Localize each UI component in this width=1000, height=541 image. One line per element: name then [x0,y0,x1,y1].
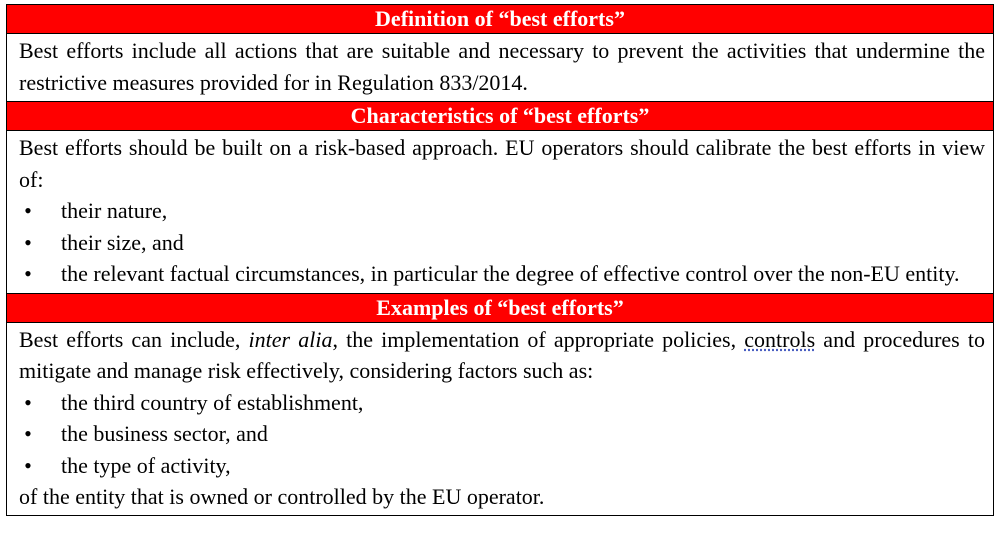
bullet-icon: • [24,389,32,415]
definition-header: Definition of “best efforts” [7,5,993,34]
list-item [19,258,985,290]
characteristics-body [7,131,993,294]
examples-header: Examples of “best efforts” [7,294,993,323]
bullet-text: their size, and [61,229,184,255]
definition-body [7,34,993,102]
bullet-icon: • [24,229,32,255]
characteristics-header: Characteristics of “best efforts” [7,102,993,131]
bullet-text: the type of activity, [61,452,231,478]
characteristics-bullet-list [19,195,985,290]
list-item [19,418,985,450]
list-item [19,387,985,419]
examples-intro [19,324,985,387]
list-item [19,227,985,259]
examples-intro-part3: and procedures to mitigate and manage risk effectively, considering factors such as: [19,326,985,383]
characteristics-intro: Best efforts should be built on a risk-based approach. EU operators should calibrate the best efforts in view of: [19,135,985,192]
best-efforts-table [6,4,994,516]
examples-intro-part1: Best efforts can include, [19,326,249,352]
examples-closing: of the entity that is owned or controlled by the EU operator. [19,484,545,509]
examples-intro-part2: , the implementation of appropriate policies, [332,326,745,352]
bullet-text: their nature, [61,198,168,223]
bullet-text: the third country of establishment, [61,389,364,415]
bullet-icon: • [24,198,32,223]
examples-bullet-list [19,387,985,482]
bullet-icon: • [24,261,32,286]
bullet-text: the business sector, and [61,421,268,446]
bullet-icon: • [24,421,32,446]
list-item [19,195,985,227]
bullet-icon: • [24,452,32,478]
examples-intro-italic: inter alia [248,326,333,352]
list-item [19,450,985,482]
spellcheck-flagged-word[interactable]: controls [744,326,816,352]
bullet-text: the relevant factual circumstances, in particular the degree of effective control over the non-EU entity. [61,261,960,286]
definition-text: Best efforts include all actions that are suitable and necessary to prevent the activities that undermine the restrictive measures provided for in Regulation 833/2014. [19,38,985,95]
examples-body [7,323,993,515]
